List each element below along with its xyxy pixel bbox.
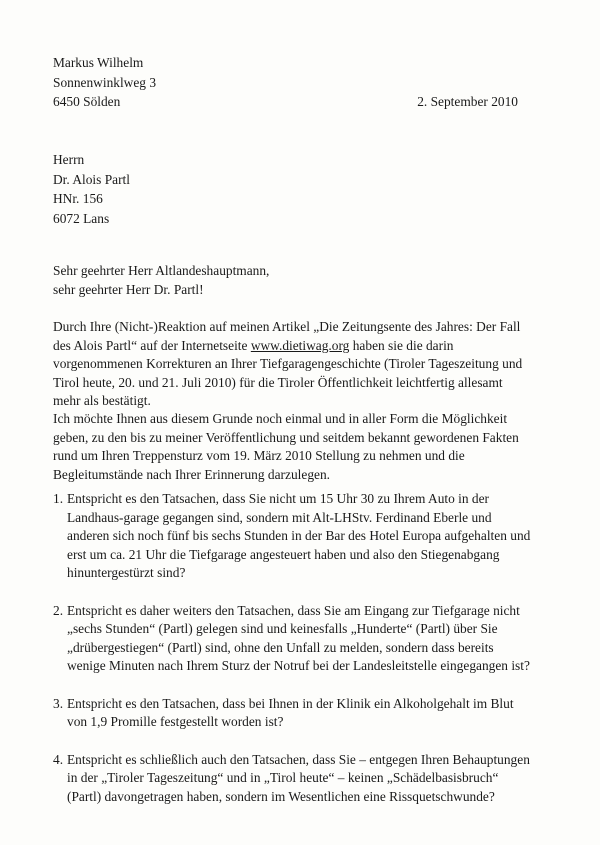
paragraph-1 <box>53 318 533 411</box>
question-list <box>53 490 533 825</box>
sender-address <box>53 54 156 113</box>
sender-city: 6450 Sölden <box>53 94 121 109</box>
recipient-name: Dr. Alois Partl <box>53 171 131 187</box>
question-text: Entspricht es den Tatsachen, dass Sie nicht um 15 Uhr 30 zu Ihrem Auto in der Landhaus-garage gegangen sind, sondern mit Alt-LHStv. Ferdinand Eberle und anderen sich noch fünf bis sechs Stunden in der Bar des Hotel Europa aufgehalten und erst um ca. 21 Uhr die Tiefgarage angesteuert haben und also den Stiegenabgang hinuntergestürzt sind? <box>67 491 531 580</box>
question-number: 2. <box>53 602 64 618</box>
list-item <box>53 602 533 676</box>
paragraph-1-text-b: haben sie die darin vorgenommenen Korrekturen an Ihrer Tiefgaragengeschichte (Tiroler Tageszeitung und Tirol heute, 20. und 21. Juli 2010) für die Tiroler Öffentlichkeit leichtfertig allesamt mehr als bestätigt. <box>53 337 523 408</box>
question-number: 3. <box>53 695 64 711</box>
question-text: Entspricht es den Tatsachen, dass bei Ihnen in der Klinik ein Alkoholgehalt im Blut von 1,9 Promille festgestellt worden ist? <box>67 695 514 729</box>
recipient-city: 6072 Lans <box>53 210 110 226</box>
list-item <box>53 490 533 583</box>
website-link[interactable]: www.dietiwag.org <box>250 337 350 353</box>
letter-date: 2. September 2010 <box>417 94 518 109</box>
paragraph-1-text-a: Durch Ihre (Nicht-)Reaktion auf meinen Artikel „Die Zeitungsente des Jahres: Der Fall des Alois Partl“ auf der Internetseite <box>53 319 521 353</box>
greeting-line-1: Sehr geehrter Herr Altlandeshauptmann, <box>53 263 270 278</box>
recipient-salutation: Herrn <box>53 152 85 167</box>
question-number: 4. <box>53 751 64 767</box>
sender-name: Markus Wilhelm <box>53 55 144 70</box>
sender-street: Sonnenwinklweg 3 <box>53 74 157 90</box>
question-text: Entspricht es schließlich auch den Tatsachen, dass Sie – entgegen Ihren Behauptungen in der „Tiroler Tageszeitung“ und in „Tirol heute“ – keinen „Schädelbasisbruch“ (Partl) davongetragen haben, sondern im Wesentlichen eine Rissquetschwunde? <box>67 751 530 804</box>
list-item <box>53 751 533 807</box>
paragraph-2: Ich möchte Ihnen aus diesem Grunde noch einmal und in aller Form die Möglichkeit geben, zu den bis zu meiner Veröffentlichung und seitdem bekannt gewordenen Fakten rund um Ihren Treppensturz vom 19. März 2010 Stellung zu nehmen und die Begleitumstände nach Ihrer Erinnerung darzulegen. <box>53 411 519 482</box>
greeting-line-2: sehr geehrter Herr Dr. Partl! <box>53 281 204 297</box>
greeting <box>53 262 269 299</box>
list-item <box>53 695 533 732</box>
recipient-street: HNr. 156 <box>53 191 103 206</box>
question-number: 1. <box>53 491 64 506</box>
question-text: Entspricht es daher weiters den Tatsachen, dass Sie am Eingang zur Tiefgarage nicht „sechs Stunden“ (Partl) gelegen sind und keinesfalls „Hunderte“ (Partl) über Sie „drübergestiegen“ (Partl) sind, ohne den Unfall zu melden, sondern dass bereits wenige Minuten nach Ihrem Sturz der Notruf bei der Landesleitstelle eingegangen ist? <box>67 602 530 673</box>
recipient-address <box>53 151 130 229</box>
